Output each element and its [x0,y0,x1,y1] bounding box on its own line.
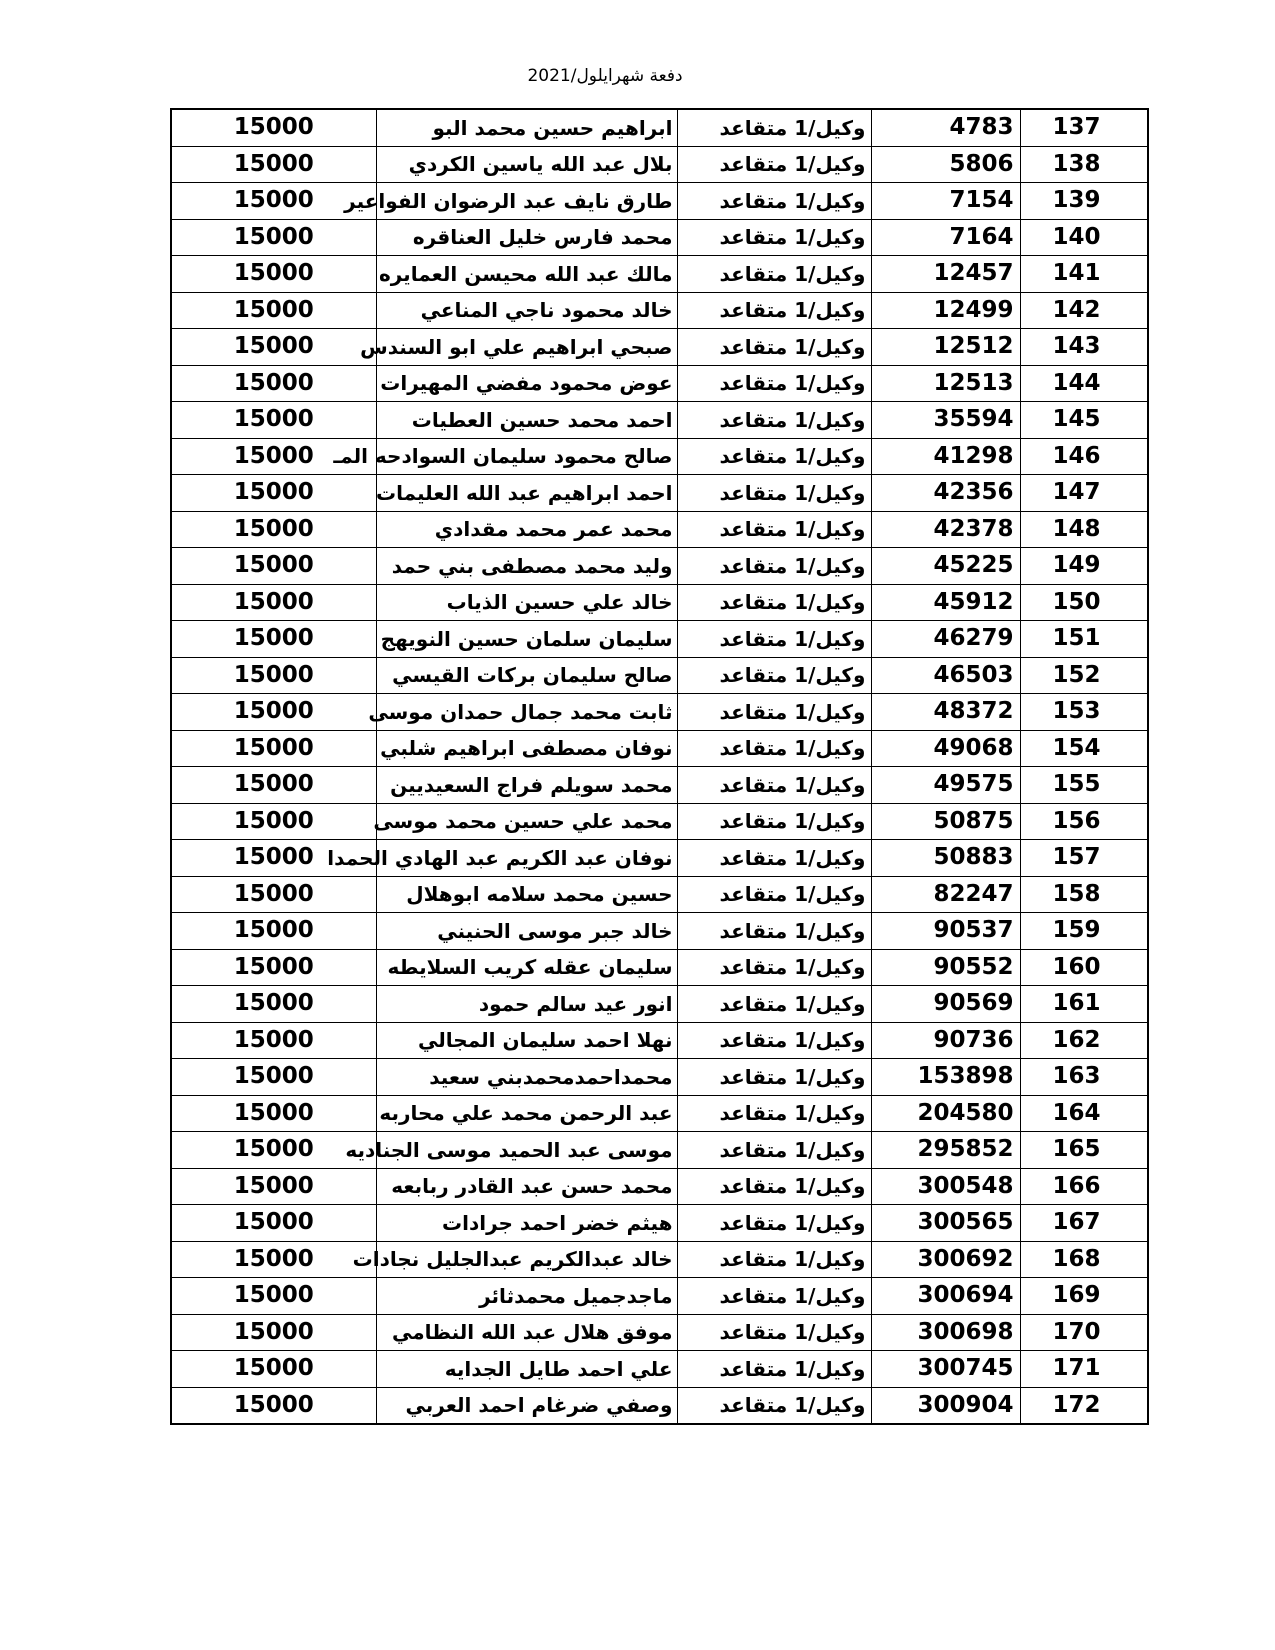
sequence-number-cell: 172 [1020,1387,1148,1424]
table-row [171,657,1148,694]
amount-cell: 15000 [171,1241,376,1278]
table-row [171,438,1148,475]
amount-cell: 15000 [171,1059,376,1096]
id-number-cell: 4783 [871,109,1020,146]
rank-cell: وكيل/1 متقاعد [677,621,871,658]
table-row [171,840,1148,877]
rank-cell: وكيل/1 متقاعد [677,913,871,950]
name-cell: مالك عبد الله محيسن العمايره [376,256,677,293]
name-cell: سليمان عقله كريب السلايطه [376,949,677,986]
table-row [171,292,1148,329]
amount-cell: 15000 [171,730,376,767]
name-cell: طارق نايف عبد الرضوان الفواعير [376,183,677,220]
amount-cell: 15000 [171,219,376,256]
table-row [171,1205,1148,1242]
rank-cell: وكيل/1 متقاعد [677,1351,871,1388]
amount-cell: 15000 [171,657,376,694]
rank-cell: وكيل/1 متقاعد [677,548,871,585]
amount-cell: 15000 [171,1278,376,1315]
rank-cell: وكيل/1 متقاعد [677,1205,871,1242]
name-cell: صبحي ابراهيم علي ابو السندس [376,329,677,366]
table-row [171,146,1148,183]
table-row [171,329,1148,366]
amount-cell: 15000 [171,292,376,329]
table-row [171,949,1148,986]
table-row [171,256,1148,293]
table-row [171,1351,1148,1388]
id-number-cell: 90537 [871,913,1020,950]
rank-cell: وكيل/1 متقاعد [677,365,871,402]
name-cell: محمد فارس خليل العناقره [376,219,677,256]
id-number-cell: 300745 [871,1351,1020,1388]
id-number-cell: 12499 [871,292,1020,329]
name-cell: احمد محمد حسين العطيات [376,402,677,439]
id-number-cell: 90552 [871,949,1020,986]
rank-cell: وكيل/1 متقاعد [677,475,871,512]
rank-cell: وكيل/1 متقاعد [677,876,871,913]
table-row [171,365,1148,402]
name-cell: محمد حسن عبد القادر ربابعه [376,1168,677,1205]
amount-cell: 15000 [171,840,376,877]
sequence-number-cell: 163 [1020,1059,1148,1096]
id-number-cell: 12512 [871,329,1020,366]
sequence-number-cell: 151 [1020,621,1148,658]
name-cell: سليمان سلمان حسين النويهج [376,621,677,658]
table-row [171,1241,1148,1278]
name-cell: محمد سويلم فراج السعيديين [376,767,677,804]
table-row [171,1059,1148,1096]
id-number-cell: 300692 [871,1241,1020,1278]
id-number-cell: 300565 [871,1205,1020,1242]
sequence-number-cell: 166 [1020,1168,1148,1205]
sequence-number-cell: 164 [1020,1095,1148,1132]
id-number-cell: 153898 [871,1059,1020,1096]
rank-cell: وكيل/1 متقاعد [677,840,871,877]
payment-table [170,108,1149,1425]
id-number-cell: 90569 [871,986,1020,1023]
rank-cell: وكيل/1 متقاعد [677,438,871,475]
sequence-number-cell: 157 [1020,840,1148,877]
id-number-cell: 12457 [871,256,1020,293]
amount-cell: 15000 [171,183,376,220]
amount-cell: 15000 [171,1095,376,1132]
sequence-number-cell: 140 [1020,219,1148,256]
sequence-number-cell: 159 [1020,913,1148,950]
sequence-number-cell: 144 [1020,365,1148,402]
sequence-number-cell: 147 [1020,475,1148,512]
table-row [171,548,1148,585]
table-row [171,1314,1148,1351]
rank-cell: وكيل/1 متقاعد [677,730,871,767]
table-row [171,183,1148,220]
table-row [171,1095,1148,1132]
sequence-number-cell: 149 [1020,548,1148,585]
amount-cell: 15000 [171,1132,376,1169]
sequence-number-cell: 139 [1020,183,1148,220]
rank-cell: وكيل/1 متقاعد [677,256,871,293]
table-row [171,584,1148,621]
page-title: دفعة شهرايلول/2021 [527,66,683,86]
name-cell: خالد جبر موسى الحنيني [376,913,677,950]
amount-cell: 15000 [171,694,376,731]
id-number-cell: 300904 [871,1387,1020,1424]
rank-cell: وكيل/1 متقاعد [677,986,871,1023]
table-row [171,1387,1148,1424]
table-row [171,767,1148,804]
name-cell: خالد عبدالكريم عبدالجليل نجادات [376,1241,677,1278]
sequence-number-cell: 142 [1020,292,1148,329]
name-cell: موسى عبد الحميد موسى الجناديه [376,1132,677,1169]
name-cell: موفق هلال عبد الله النظامي [376,1314,677,1351]
amount-cell: 15000 [171,548,376,585]
name-cell: ثابت محمد جمال حمدان موسى [376,694,677,731]
id-number-cell: 45225 [871,548,1020,585]
sequence-number-cell: 153 [1020,694,1148,731]
sequence-number-cell: 160 [1020,949,1148,986]
rank-cell: وكيل/1 متقاعد [677,1241,871,1278]
id-number-cell: 90736 [871,1022,1020,1059]
name-cell: محمد عمر محمد مقدادي [376,511,677,548]
table-row [171,1022,1148,1059]
amount-cell: 15000 [171,1168,376,1205]
id-number-cell: 204580 [871,1095,1020,1132]
id-number-cell: 7154 [871,183,1020,220]
amount-cell: 15000 [171,475,376,512]
table-row [171,803,1148,840]
name-cell: محمداحمدمحمدبني سعيد [376,1059,677,1096]
rank-cell: وكيل/1 متقاعد [677,511,871,548]
id-number-cell: 41298 [871,438,1020,475]
table-row [171,109,1148,146]
name-cell: صالح محمود سليمان السوادحه المـ [376,438,677,475]
rank-cell: وكيل/1 متقاعد [677,329,871,366]
sequence-number-cell: 145 [1020,402,1148,439]
sequence-number-cell: 156 [1020,803,1148,840]
table-row [171,730,1148,767]
name-cell: انور عيد سالم حمود [376,986,677,1023]
amount-cell: 15000 [171,1022,376,1059]
amount-cell: 15000 [171,803,376,840]
table-row [171,1132,1148,1169]
rank-cell: وكيل/1 متقاعد [677,292,871,329]
amount-cell: 15000 [171,365,376,402]
name-cell: محمد علي حسين محمد موسى [376,803,677,840]
name-cell: عوض محمود مفضي المهيرات [376,365,677,402]
sequence-number-cell: 146 [1020,438,1148,475]
rank-cell: وكيل/1 متقاعد [677,146,871,183]
amount-cell: 15000 [171,329,376,366]
id-number-cell: 300694 [871,1278,1020,1315]
name-cell: نوفان عبد الكريم عبد الهادي الحمدا [376,840,677,877]
rank-cell: وكيل/1 متقاعد [677,1314,871,1351]
table-row [171,219,1148,256]
amount-cell: 15000 [171,402,376,439]
name-cell: خالد محمود ناجي المناعي [376,292,677,329]
sequence-number-cell: 137 [1020,109,1148,146]
table-row [171,402,1148,439]
id-number-cell: 35594 [871,402,1020,439]
rank-cell: وكيل/1 متقاعد [677,767,871,804]
sequence-number-cell: 165 [1020,1132,1148,1169]
rank-cell: وكيل/1 متقاعد [677,109,871,146]
id-number-cell: 7164 [871,219,1020,256]
table-row [171,1168,1148,1205]
sequence-number-cell: 143 [1020,329,1148,366]
rank-cell: وكيل/1 متقاعد [677,1132,871,1169]
amount-cell: 15000 [171,913,376,950]
amount-cell: 15000 [171,584,376,621]
id-number-cell: 42356 [871,475,1020,512]
table-row [171,876,1148,913]
sequence-number-cell: 138 [1020,146,1148,183]
amount-cell: 15000 [171,438,376,475]
sequence-number-cell: 168 [1020,1241,1148,1278]
amount-cell: 15000 [171,146,376,183]
rank-cell: وكيل/1 متقاعد [677,657,871,694]
rank-cell: وكيل/1 متقاعد [677,1387,871,1424]
rank-cell: وكيل/1 متقاعد [677,1022,871,1059]
amount-cell: 15000 [171,511,376,548]
sequence-number-cell: 148 [1020,511,1148,548]
id-number-cell: 46503 [871,657,1020,694]
sequence-number-cell: 169 [1020,1278,1148,1315]
sequence-number-cell: 155 [1020,767,1148,804]
id-number-cell: 46279 [871,621,1020,658]
name-cell: وليد محمد مصطفى بني حمد [376,548,677,585]
sequence-number-cell: 171 [1020,1351,1148,1388]
amount-cell: 15000 [171,767,376,804]
amount-cell: 15000 [171,1205,376,1242]
id-number-cell: 48372 [871,694,1020,731]
table-row [171,913,1148,950]
sequence-number-cell: 161 [1020,986,1148,1023]
rank-cell: وكيل/1 متقاعد [677,949,871,986]
id-number-cell: 42378 [871,511,1020,548]
table-row [171,1278,1148,1315]
id-number-cell: 82247 [871,876,1020,913]
amount-cell: 15000 [171,621,376,658]
name-cell: خالد علي حسين الذياب [376,584,677,621]
id-number-cell: 300698 [871,1314,1020,1351]
sequence-number-cell: 141 [1020,256,1148,293]
amount-cell: 15000 [171,1387,376,1424]
sequence-number-cell: 154 [1020,730,1148,767]
id-number-cell: 50875 [871,803,1020,840]
rank-cell: وكيل/1 متقاعد [677,219,871,256]
rank-cell: وكيل/1 متقاعد [677,1095,871,1132]
name-cell: علي احمد طايل الجدايه [376,1351,677,1388]
name-cell: عبد الرحمن محمد علي محاربه [376,1095,677,1132]
amount-cell: 15000 [171,1314,376,1351]
amount-cell: 15000 [171,1351,376,1388]
sequence-number-cell: 167 [1020,1205,1148,1242]
rank-cell: وكيل/1 متقاعد [677,183,871,220]
name-cell: هيثم خضر احمد جرادات [376,1205,677,1242]
rank-cell: وكيل/1 متقاعد [677,402,871,439]
id-number-cell: 295852 [871,1132,1020,1169]
sequence-number-cell: 162 [1020,1022,1148,1059]
table-row [171,986,1148,1023]
id-number-cell: 45912 [871,584,1020,621]
sequence-number-cell: 170 [1020,1314,1148,1351]
name-cell: ابراهيم حسين محمد البو [376,109,677,146]
name-cell: صالح سليمان بركات القيسي [376,657,677,694]
amount-cell: 15000 [171,109,376,146]
name-cell: بلال عبد الله ياسين الكردي [376,146,677,183]
rank-cell: وكيل/1 متقاعد [677,803,871,840]
rank-cell: وكيل/1 متقاعد [677,1168,871,1205]
sequence-number-cell: 152 [1020,657,1148,694]
id-number-cell: 12513 [871,365,1020,402]
amount-cell: 15000 [171,876,376,913]
table-row [171,694,1148,731]
id-number-cell: 49068 [871,730,1020,767]
name-cell: نهلا احمد سليمان المجالي [376,1022,677,1059]
table-row [171,511,1148,548]
payment-table-body [171,109,1148,1424]
name-cell: نوفان مصطفى ابراهيم شلبي [376,730,677,767]
amount-cell: 15000 [171,256,376,293]
name-cell: احمد ابراهيم عبد الله العليمات [376,475,677,512]
amount-cell: 15000 [171,986,376,1023]
name-cell: ماجدجميل محمدثائر [376,1278,677,1315]
id-number-cell: 5806 [871,146,1020,183]
name-cell: وصفي ضرغام احمد العربي [376,1387,677,1424]
rank-cell: وكيل/1 متقاعد [677,694,871,731]
sequence-number-cell: 158 [1020,876,1148,913]
table-row [171,475,1148,512]
amount-cell: 15000 [171,949,376,986]
id-number-cell: 300548 [871,1168,1020,1205]
rank-cell: وكيل/1 متقاعد [677,584,871,621]
id-number-cell: 50883 [871,840,1020,877]
table-row [171,621,1148,658]
id-number-cell: 49575 [871,767,1020,804]
name-cell: حسين محمد سلامه ابوهلال [376,876,677,913]
rank-cell: وكيل/1 متقاعد [677,1059,871,1096]
rank-cell: وكيل/1 متقاعد [677,1278,871,1315]
sequence-number-cell: 150 [1020,584,1148,621]
